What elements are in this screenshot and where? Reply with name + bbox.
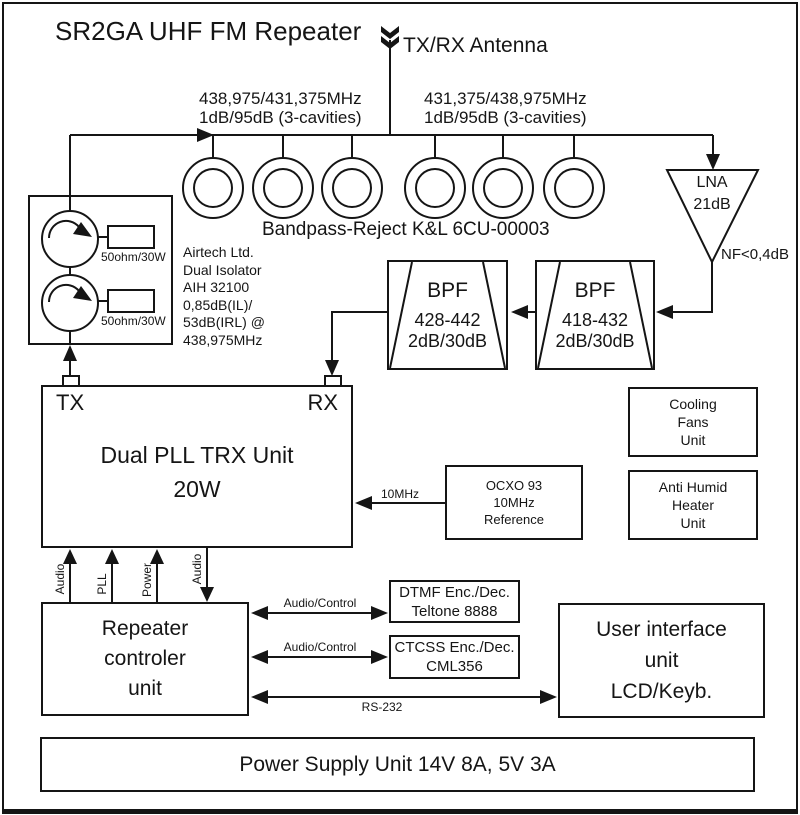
tx-port-label: TX — [56, 390, 85, 415]
dtmf-line: DTMF Enc./Dec. — [399, 583, 510, 601]
trx-power: 20W — [173, 475, 221, 502]
controller-line: controler — [104, 647, 186, 670]
isolator-note-line: 53dB(IRL) @ — [183, 314, 265, 330]
cooling-line: Fans — [677, 414, 709, 430]
load-1-label: 50ohm/30W — [101, 250, 166, 264]
bpf-a-name: BPF — [427, 278, 468, 302]
isolator-note-line: AIH 32100 — [183, 279, 250, 295]
bpf-428-442-box — [387, 260, 508, 370]
repeater-controller-box — [41, 602, 249, 716]
user-interface-box — [558, 603, 765, 718]
power-supply-box — [40, 737, 755, 792]
isolator-note-line: Airtech Ltd. — [183, 244, 254, 260]
trx-unit-box — [41, 385, 353, 548]
antenna-label: TX/RX Antenna — [403, 34, 548, 57]
tx-branch-freq: 438,975/431,375MHz — [199, 89, 362, 108]
ctcss-box — [389, 635, 520, 679]
lna-label — [672, 172, 752, 216]
isolator-note — [183, 244, 265, 349]
tx-branch-spec: 1dB/95dB (3-cavities) — [199, 108, 362, 127]
tx-branch-label — [199, 89, 362, 127]
ocxo-line: Reference — [484, 512, 544, 527]
cooling-fans-box — [628, 387, 758, 457]
ui-line: unit — [644, 649, 679, 672]
audio-down-label: Audio — [190, 553, 204, 585]
bpf-b-name: BPF — [574, 278, 616, 302]
lna-gain: 21dB — [693, 196, 731, 213]
ocxo-line: OCXO 93 — [485, 478, 543, 493]
heater-line: Unit — [680, 515, 706, 531]
anti-humid-heater-box — [628, 470, 758, 540]
psu-label: Power Supply Unit 14V 8A, 5V 3A — [239, 752, 556, 776]
power-label: Power — [140, 562, 154, 598]
bpf-a-range: 428-442 — [414, 309, 481, 330]
rx-port-label: RX — [307, 390, 338, 415]
rx-branch-label — [424, 89, 587, 127]
isolator-note-line: 438,975MHz — [183, 331, 263, 348]
rx-branch-freq: 431,375/438,975MHz — [424, 89, 587, 108]
cavity-caption: Bandpass-Reject K&L 6CU-00003 — [262, 219, 550, 240]
pll-label: PLL — [95, 573, 109, 595]
heater-line: Anti Humid — [658, 479, 728, 495]
bpf-418-432-box — [535, 260, 655, 370]
ctcss-line: CTCSS Enc./Dec. — [394, 639, 515, 656]
trx-title: Dual PLL TRX Unit — [100, 441, 294, 468]
dtmf-box — [389, 580, 520, 623]
controller-line: Repeater — [101, 617, 189, 640]
page-title: SR2GA UHF FM Repeater — [55, 16, 362, 46]
heater-line: Heater — [671, 497, 715, 513]
rs232-link-label: RS-232 — [361, 700, 403, 714]
controller-line: unit — [128, 677, 162, 700]
ctcss-link-label: Audio/Control — [283, 640, 357, 654]
isolator-note-line: 0,85dB(IL)/ — [183, 296, 253, 313]
bpf-b-range: 418-432 — [561, 309, 629, 330]
ui-line: LCD/Keyb. — [610, 680, 713, 703]
dtmf-link-label: Audio/Control — [283, 596, 357, 610]
audio-up-label: Audio — [53, 563, 67, 595]
dtmf-line: Teltone 8888 — [411, 602, 498, 620]
bpf-a-spec: 2dB/30dB — [407, 330, 488, 351]
isolator-note-line: Dual Isolator — [183, 261, 262, 278]
ctcss-line: CML356 — [426, 658, 483, 675]
ui-line: User interface — [596, 618, 727, 641]
lna-noise-figure: NF<0,4dB — [721, 246, 789, 263]
rx-branch-spec: 1dB/95dB (3-cavities) — [424, 108, 587, 127]
ocxo-box — [445, 465, 583, 540]
ocxo-link-label: 10MHz — [380, 487, 420, 501]
ocxo-line: 10MHz — [493, 495, 535, 510]
load-2-label: 50ohm/30W — [101, 314, 166, 328]
cooling-line: Unit — [680, 432, 706, 448]
lna-name: LNA — [696, 174, 728, 191]
bpf-b-spec: 2dB/30dB — [555, 330, 635, 351]
cooling-line: Cooling — [669, 396, 717, 412]
